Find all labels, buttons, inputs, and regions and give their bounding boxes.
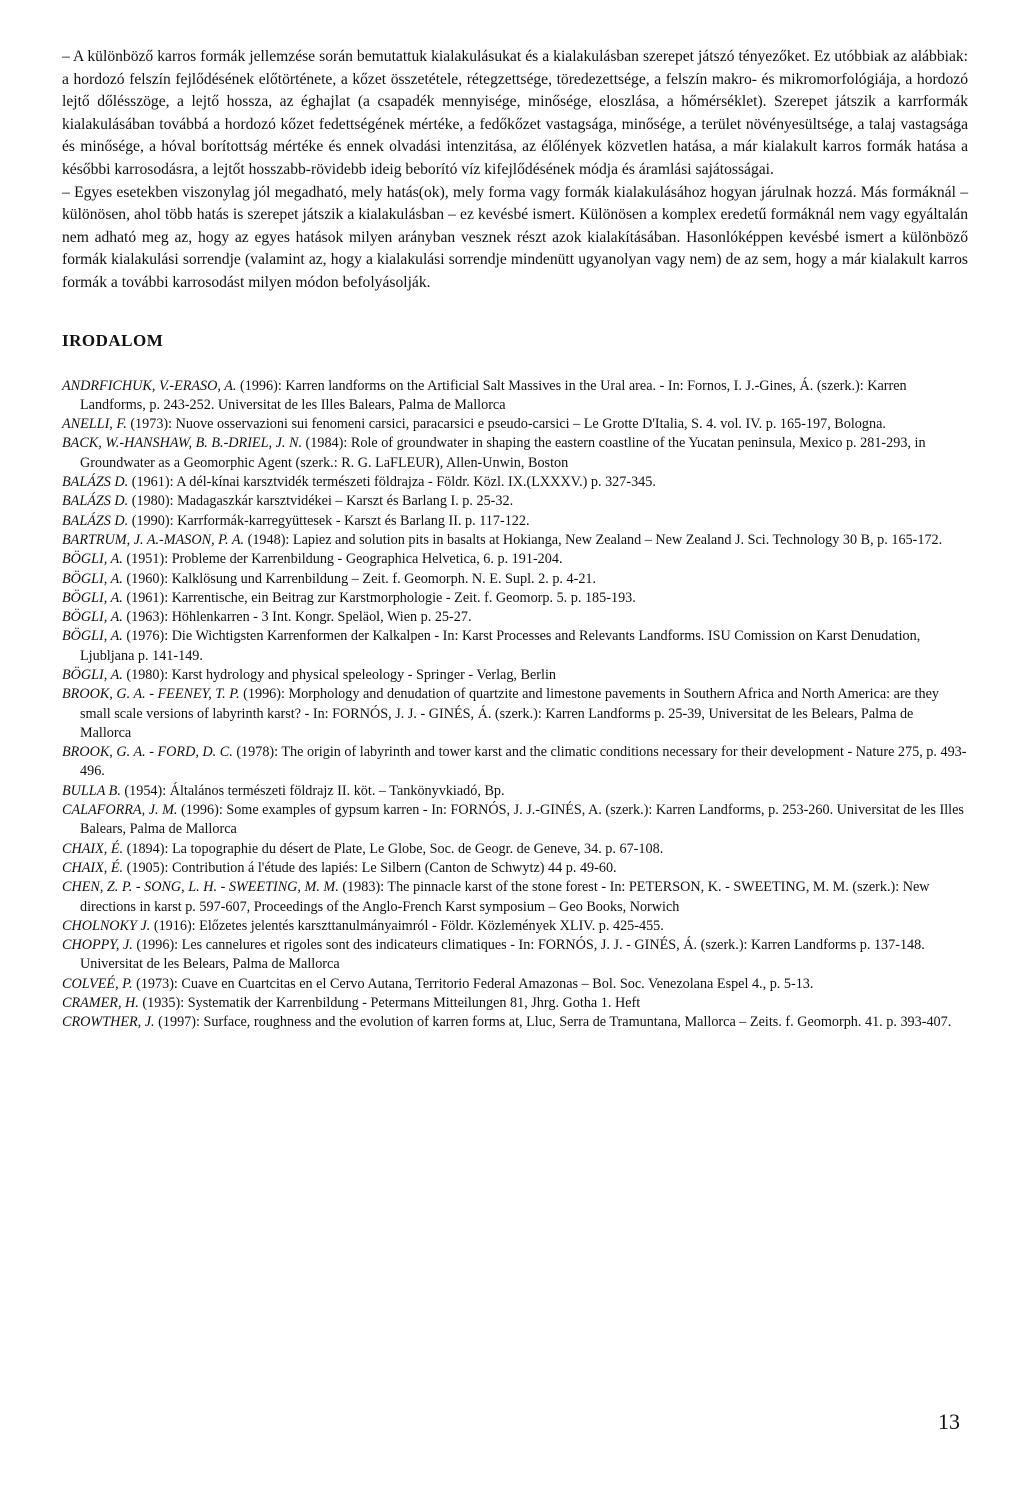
reference-text: (1894): La topographie du désert de Plate, Le Globe, Soc. de Geogr. de Geneve, 34. p. 67-108. (123, 840, 664, 857)
reference-entry (62, 531, 968, 550)
reference-entry (62, 994, 968, 1013)
reference-text: (1996): Les cannelures et rigoles sont des indicateurs climatiques - In: FORNÓS, J. J. - GINÉS, Á. (szerk.): Karren Landforms p. 137-148. Universitat de les Belears, Palma de Mallorca (80, 937, 925, 973)
reference-text: (1990): Karrformák-karregyüttesek - Karszt és Barlang II. p. 117-122. (128, 512, 530, 529)
reference-list (62, 377, 968, 1033)
reference-text: (1960): Kalklösung und Karrenbildung – Zeit. f. Geomorph. N. E. Supl. 2. p. 4-21. (122, 570, 597, 587)
reference-text: (1961): A dél-kínai karsztvidék természeti földrajza - Földr. Közl. IX.(LXXXV.) p. 327-345. (128, 474, 656, 491)
reference-text: (1976): Die Wichtigsten Karrenformen der Kalkalpen - In: Karst Processes and Relevants Landforms. ISU Comission on Karst Denudation, Ljubljana p. 141-149. (80, 628, 921, 664)
reference-author: ANDRFICHUK, V.-ERASO, A. (62, 377, 237, 394)
reference-entry (62, 377, 968, 416)
reference-entry (62, 859, 968, 878)
reference-author: BÖGLI, A. (62, 551, 123, 568)
reference-entry (62, 917, 968, 936)
body-paragraph-1: – A különböző karros formák jellemzése során bemutattuk kialakulásukat és a kialakulásban szerepet játszó tényezőket. Ez utóbbiak az alábbiak: a hordozó felszín fejlődésének előtörténete, a kőzet összetétele, rétegzettsége, töredezettsége, a felszín makro- és mikromorfológiája, a hordozó lejtő dőlésszöge, a lejtő hossza, az éghajlat (a csapadék mennyisége, minősége, eloszlása, a hőmérséklet). Szerepet játszik a karrformák kialakulásában továbbá a hordozó kőzet fedettségének mértéke, a fedőkőzet vastagsága, minősége, a terület növényesültsége, a talaj vastagsága és minősége, a hóval borítottság mértéke és ennek olvadási intenzitása, az élőlények közvetlen hatása, a már kialakult karros formák hatása a későbbi karrosodásra, a lejtőt hosszabb-rövidebb ideig beborító víz kifejlődésének módja és áramlási sajátosságai. (62, 48, 968, 178)
reference-entry (62, 473, 968, 492)
reference-text: (1996): Morphology and denudation of quartzite and limestone pavements in Southern Africa and North America: are they small scale versions of labyrinth karst? - In: FORNÓS, J. J. - GINÉS, Á. (szerk.): Karren Landforms p. 25-39, Universitat de les Belears, Palma de Mallorca (80, 686, 939, 741)
reference-entry (62, 608, 968, 627)
reference-text: (1980): Karst hydrology and physical speleology - Springer - Verlag, Berlin (122, 666, 556, 683)
page-body (62, 46, 968, 1033)
reference-text: (1935): Systematik der Karrenbildung - Petermans Mitteilungen 81, Jhrg. Gotha 1. Heft (138, 995, 641, 1012)
reference-author: CRAMER, H. (62, 995, 139, 1012)
reference-text: (1973): Cuave en Cuartcitas en el Cervo Autana, Territorio Federal Amazonas – Bol. Soc. Venezolana Espel 4., p. 5-13. (132, 975, 814, 992)
reference-entry (62, 936, 968, 975)
reference-author: ANELLI, F. (62, 416, 127, 433)
reference-author: BÖGLI, A. (62, 628, 123, 645)
page-number: 13 (938, 1409, 960, 1434)
reference-author: CHEN, Z. P. - SONG, L. H. - SWEETING, M. M. (62, 879, 339, 896)
reference-text: (1951): Probleme der Karrenbildung - Geographica Helvetica, 6. p. 191-204. (122, 551, 563, 568)
reference-text: (1916): Előzetes jelentés karszttanulmányaimról - Földr. Közlemények XLIV. p. 425-455. (150, 917, 664, 934)
reference-author: BROOK, G. A. - FORD, D. C. (62, 744, 233, 761)
reference-text: (1996): Some examples of gypsum karren - In: FORNÓS, J. J.-GINÉS, A. (szerk.): Karren Landforms, p. 253-260. Universitat de les Illes Balears, Palma de Mallorca (80, 802, 964, 838)
reference-entry (62, 570, 968, 589)
reference-entry (62, 975, 968, 994)
reference-entry (62, 685, 968, 743)
reference-author: BÖGLI, A. (62, 589, 123, 606)
reference-author: BULLA B. (62, 782, 121, 799)
reference-author: CHAIX, É. (62, 840, 124, 857)
reference-text: (1961): Karrentische, ein Beitrag zur Karstmorphologie - Zeit. f. Geomorp. 5. p. 185-193. (122, 589, 636, 606)
reference-author: BALÁZS D. (62, 474, 129, 491)
reference-text: (1905): Contribution á l'étude des lapiés: Le Silbern (Canton de Schwytz) 44 p. 49-60. (123, 859, 617, 876)
reference-entry (62, 840, 968, 859)
reference-entry (62, 434, 968, 473)
reference-entry (62, 782, 968, 801)
reference-text: (1996): Karren landforms on the Artificial Salt Massives in the Ural area. - In: Fornos, I. J.-Gines, Á. (szerk.): Karren Landforms, p. 243-252. Universitat de les Illes Balears, Palma de Mallorca (80, 377, 907, 413)
reference-entry (62, 512, 968, 531)
reference-entry (62, 1013, 968, 1032)
reference-text: (1948): Lapiez and solution pits in basalts at Hokianga, New Zealand – New Zealand J. Sci. Technology 30 B, p. 165-172. (244, 531, 943, 548)
body-paragraph-2: – Egyes esetekben viszonylag jól megadható, mely hatás(ok), mely forma vagy formák kialakulásához hogyan járulnak hozzá. Más formáknál – különösen, ahol több hatás is szerepet játszik a kialakulásban – ez kevésbé ismert. Különösen a komplex eredetű formáknál nem vagy egyáltalán nem adható meg az, hogy az egyes hatások milyen arányban vesznek részt azok kialakításában. Hasonlóképpen kevésbé ismert a különböző formák kialakulási sorrendje (valamint az, hogy a kialakulási sorrendje mindenütt ugyanolyan vagy nem) de az sem, hogy a már kialakult karros formák a további karrosodást milyen módon befolyásolják. (62, 183, 968, 291)
reference-text: (1954): Általános természeti földrajz II. köt. – Tankönyvkiadó, Bp. (120, 782, 505, 799)
reference-author: BÖGLI, A. (62, 609, 123, 626)
reference-author: BARTRUM, J. A.-MASON, P. A. (62, 531, 245, 548)
reference-entry (62, 627, 968, 666)
reference-entry (62, 415, 968, 434)
reference-text: (1978): The origin of labyrinth and tower karst and the climatic conditions necessary for their development - Nature 275, p. 493-496. (80, 744, 967, 780)
reference-author: CHAIX, É. (62, 859, 124, 876)
reference-author: BALÁZS D. (62, 493, 129, 510)
reference-text: (1997): Surface, roughness and the evolution of karren forms at, Lluc, Serra de Tramuntana, Mallorca – Zeits. f. Geomorph. 41. p. 393-407. (154, 1014, 952, 1031)
reference-text: (1983): The pinnacle karst of the stone forest - In: PETERSON, K. - SWEETING, M. M. (szerk.): New directions in karst p. 597-607, Proceedings of the Anglo-French Karst symposium – Geo Books, Norwich (80, 879, 930, 915)
reference-author: BÖGLI, A. (62, 570, 123, 587)
reference-text: (1980): Madagaszkár karsztvidékei – Karszt és Barlang I. p. 25-32. (128, 493, 514, 510)
section-heading: IRODALOM (62, 330, 164, 350)
reference-entry (62, 878, 968, 917)
reference-entry (62, 801, 968, 840)
reference-author: CHOLNOKY J. (62, 917, 151, 934)
reference-author: BACK, W.-HANSHAW, B. B.-DRIEL, J. N. (62, 435, 302, 452)
reference-author: BALÁZS D. (62, 512, 129, 529)
reference-author: CHOPPY, J. (62, 937, 133, 954)
reference-author: BÖGLI, A. (62, 666, 123, 683)
reference-author: BROOK, G. A. - FEENEY, T. P. (62, 686, 240, 703)
reference-entry (62, 550, 968, 569)
reference-text: (1963): Höhlenkarren - 3 Int. Kongr. Speläol, Wien p. 25-27. (122, 609, 472, 626)
reference-author: CROWTHER, J. (62, 1014, 155, 1031)
reference-text: (1973): Nuove osservazioni sui fenomeni carsici, paracarsici e pseudo-carsici – Le Grotte D'Italia, S. 4. vol. IV. p. 165-197, Bologna. (126, 416, 886, 433)
reference-entry (62, 492, 968, 511)
reference-text: (1984): Role of groundwater in shaping the eastern coastline of the Yucatan peninsula, Mexico p. 281-293, in Groundwater as a Geomorphic Agent (szerk.: R. G. LaFLEUR), Allen-Unwin, Boston (80, 435, 926, 471)
reference-entry (62, 666, 968, 685)
reference-author: COLVEÉ, P. (62, 975, 133, 992)
reference-author: CALAFORRA, J. M. (62, 802, 178, 819)
reference-entry (62, 589, 968, 608)
reference-entry (62, 743, 968, 782)
